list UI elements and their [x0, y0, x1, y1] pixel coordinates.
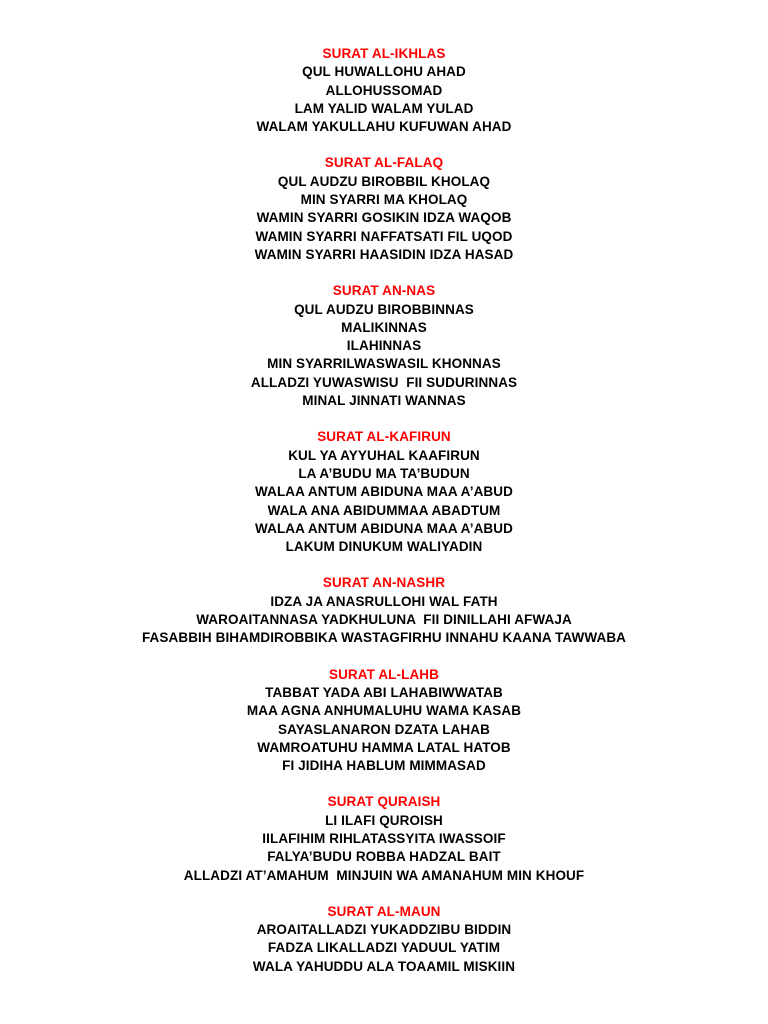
verse-line: WALAA ANTUM ABIDUNA MAA A’ABUD	[255, 520, 513, 536]
verse-line: IILAFIHIM RIHLATASSYITA IWASSOIF	[262, 830, 506, 846]
verse-line: WALAA ANTUM ABIDUNA MAA A’ABUD	[255, 484, 513, 500]
verse-line: WAMIN SYARRI GOSIKIN IDZA WAQOB	[256, 210, 512, 226]
surah-title: SURAT AL-LAHB	[328, 666, 440, 682]
verse-line: ALLOHUSSOMAD	[325, 82, 443, 98]
verse-line: ALLADZI AT’AMAHUM MINJUIN WA AMANAHUM MIN KHOUF	[183, 867, 585, 883]
surah-al-falaq	[0, 154, 768, 264]
surah-title: SURAT AL-IKHLAS	[322, 46, 446, 61]
verse-line: FI JIDIHA HABLUM MIMMASAD	[282, 758, 486, 774]
surah-al-ikhlas	[0, 45, 768, 136]
surah-al-kafirun	[0, 428, 768, 556]
verse-line: MIN SYARRILWASWASIL KHONNAS	[267, 356, 501, 372]
verse-line: IDZA JA ANASRULLOHI WAL FATH	[270, 593, 498, 609]
verse-line: ILAHINNAS	[346, 338, 422, 354]
verse-line: AROAITALLADZI YUKADDZIBU BIDDIN	[256, 922, 512, 938]
surah-al-lahb	[0, 666, 768, 776]
verse-line: QUL HUWALLOHU AHAD	[302, 64, 466, 80]
verse-line: LA A’BUDU MA TA’BUDUN	[298, 465, 470, 481]
surah-title: SURAT AN-NAS	[332, 283, 436, 299]
verse-line: LAKUM DINUKUM WALIYADIN	[285, 539, 483, 555]
verse-line: MIN SYARRI MA KHOLAQ	[300, 192, 468, 208]
verse-line: FADZA LIKALLADZI YADUUL YATIM	[267, 940, 501, 956]
verse-line: WAMROATUHU HAMMA LATAL HATOB	[257, 739, 511, 755]
verse-line: MALIKINNAS	[341, 319, 427, 335]
verse-line: SAYASLANARON DZATA LAHAB	[278, 721, 490, 737]
verse-line: TABBAT YADA ABI LAHABIWWATAB	[265, 684, 503, 700]
surah-title: SURAT QURAISH	[327, 794, 441, 810]
surah-title: SURAT AL-MAUN	[327, 903, 441, 919]
verse-line: QUL AUDZU BIROBBINNAS	[294, 301, 474, 317]
verse-line: WAMIN SYARRI HAASIDIN IDZA HASAD	[254, 246, 514, 262]
surah-title: SURAT AL-FALAQ	[324, 155, 444, 171]
document-page	[0, 45, 768, 994]
verse-line: KUL YA AYYUHAL KAAFIRUN	[288, 447, 480, 463]
verse-line: WAROAITANNASA YADKHULUNA FII DINILLAHI AFWAJA	[196, 612, 572, 628]
verse-line: WAMIN SYARRI NAFFATSATI FIL UQOD	[255, 228, 513, 244]
surah-al-maun	[0, 903, 768, 976]
verse-line: WALA YAHUDDU ALA TOAAMIL MISKIIN	[252, 958, 516, 974]
surah-title: SURAT AN-NASHR	[322, 575, 446, 591]
verse-line: FASABBIH BIHAMDIROBBIKA WASTAGFIRHU INNAHU KAANA TAWWABA	[141, 630, 627, 646]
verse-line: MINAL JINNATI WANNAS	[302, 393, 466, 409]
verse-line: FALYA’BUDU ROBBA HADZAL BAIT	[267, 849, 501, 865]
surah-title: SURAT AL-KAFIRUN	[317, 429, 451, 445]
verse-line: LAM YALID WALAM YULAD	[294, 100, 474, 116]
verse-line: MAA AGNA ANHUMALUHU WAMA KASAB	[246, 703, 522, 719]
verse-line: WALAM YAKULLAHU KUFUWAN AHAD	[256, 119, 512, 135]
surah-quraish	[0, 793, 768, 884]
verse-line: ALLADZI YUWASWISU FII SUDURINNAS	[250, 374, 518, 390]
surah-an-nas	[0, 282, 768, 410]
verse-line: LI ILAFI QUROISH	[325, 812, 443, 828]
verse-line: WALA ANA ABIDUMMAA ABADTUM	[267, 502, 501, 518]
verse-line: QUL AUDZU BIROBBIL KHOLAQ	[277, 173, 491, 189]
surah-an-nashr	[0, 574, 768, 647]
